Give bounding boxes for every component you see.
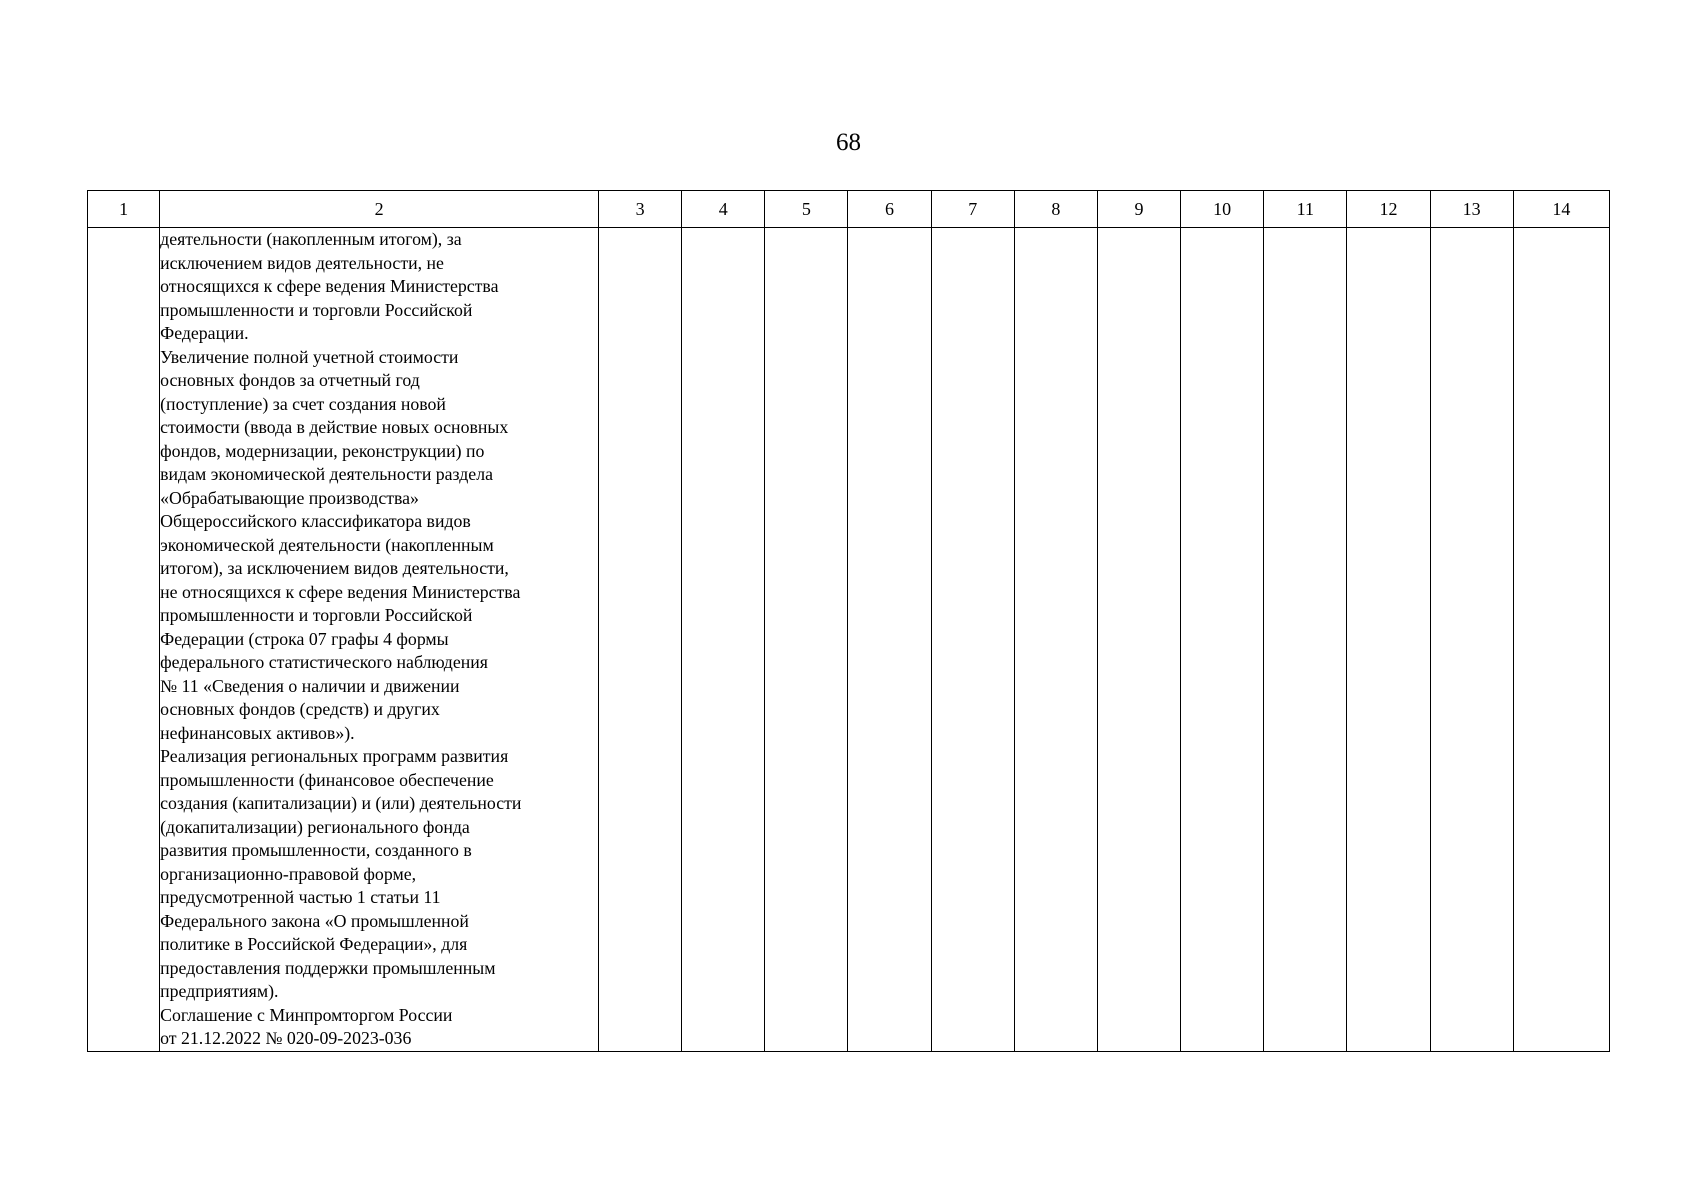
description-line: Федерации (строка 07 графы 4 формы bbox=[160, 628, 449, 649]
cell-col-13 bbox=[1430, 228, 1513, 1052]
description-line: «Обрабатывающие производства» bbox=[160, 487, 419, 508]
description-line: промышленности и торговли Российской bbox=[160, 299, 473, 320]
description-line: Федерации. bbox=[160, 323, 249, 343]
description-line: предприятиям). bbox=[160, 981, 279, 1001]
column-header-7: 7 bbox=[931, 191, 1014, 228]
description-line: промышленности (финансовое обеспечение bbox=[160, 769, 494, 790]
description-line: предусмотренной частью 1 статьи 11 bbox=[160, 887, 441, 907]
cell-col-10 bbox=[1181, 228, 1264, 1052]
column-header-11: 11 bbox=[1264, 191, 1347, 228]
description-line: № 11 «Сведения о наличии и движении bbox=[160, 675, 460, 696]
column-header-12: 12 bbox=[1347, 191, 1430, 228]
table-row bbox=[88, 228, 1610, 1052]
column-header-4: 4 bbox=[682, 191, 765, 228]
description-cell bbox=[160, 228, 599, 1052]
description-line: Общероссийского классификатора видов bbox=[160, 511, 471, 531]
cell-col-3 bbox=[599, 228, 682, 1052]
column-header-8: 8 bbox=[1014, 191, 1097, 228]
cell-col-1 bbox=[88, 228, 160, 1052]
cell-col-14 bbox=[1513, 228, 1609, 1052]
description-line: Соглашение с Минпромторгом России bbox=[160, 1004, 453, 1025]
description-line: Реализация региональных программ развития bbox=[160, 746, 509, 766]
cell-col-12 bbox=[1347, 228, 1430, 1052]
data-table bbox=[87, 190, 1610, 1052]
description-line: основных фондов (средств) и других bbox=[160, 699, 440, 719]
column-header-5: 5 bbox=[765, 191, 848, 228]
description-line: относящихся к сфере ведения Министерства bbox=[160, 276, 499, 296]
table-header-row bbox=[88, 191, 1610, 228]
cell-col-7 bbox=[931, 228, 1014, 1052]
description-line: деятельности (накопленным итогом), за bbox=[160, 229, 462, 249]
description-line: исключением видов деятельности, не bbox=[160, 252, 444, 273]
description-line: от 21.12.2022 № 020-09-2023-036 bbox=[160, 1028, 412, 1048]
description-line: видам экономической деятельности раздела bbox=[160, 464, 493, 484]
description-line: Федерального закона «О промышленной bbox=[160, 910, 469, 931]
column-header-2: 2 bbox=[160, 191, 599, 228]
description-line: итогом), за исключением видов деятельности, bbox=[160, 558, 509, 578]
description-line: не относящихся к сфере ведения Министерства bbox=[160, 581, 521, 602]
description-line: нефинансовых активов»). bbox=[160, 722, 355, 743]
description-line: стоимости (ввода в действие новых основных bbox=[160, 417, 509, 437]
column-header-6: 6 bbox=[848, 191, 931, 228]
page-number: 68 bbox=[836, 129, 861, 156]
description-line: создания (капитализации) и (или) деятельности bbox=[160, 793, 522, 813]
description-line: основных фондов за отчетный год bbox=[160, 370, 420, 390]
column-header-3: 3 bbox=[599, 191, 682, 228]
description-line: федерального статистического наблюдения bbox=[160, 652, 488, 672]
description-line: организационно-правовой форме, bbox=[160, 863, 417, 884]
description-line: экономической деятельности (накопленным bbox=[160, 534, 494, 555]
column-header-14: 14 bbox=[1513, 191, 1609, 228]
cell-col-6 bbox=[848, 228, 931, 1052]
description-line: фондов, модернизации, реконструкции) по bbox=[160, 440, 485, 461]
column-header-13: 13 bbox=[1430, 191, 1513, 228]
column-header-10: 10 bbox=[1181, 191, 1264, 228]
cell-col-4 bbox=[682, 228, 765, 1052]
description-line: (поступление) за счет создания новой bbox=[160, 393, 446, 414]
column-header-9: 9 bbox=[1097, 191, 1180, 228]
column-header-1: 1 bbox=[88, 191, 160, 228]
description-line: Увеличение полной учетной стоимости bbox=[160, 346, 459, 367]
description-line: предоставления поддержки промышленным bbox=[160, 957, 496, 978]
cell-col-8 bbox=[1014, 228, 1097, 1052]
cell-col-5 bbox=[765, 228, 848, 1052]
description-line: (докапитализации) регионального фонда bbox=[160, 816, 470, 837]
cell-col-11 bbox=[1264, 228, 1347, 1052]
description-line: политике в Российской Федерации», для bbox=[160, 934, 468, 954]
cell-col-9 bbox=[1097, 228, 1180, 1052]
description-line: развития промышленности, созданного в bbox=[160, 840, 472, 860]
description-line: промышленности и торговли Российской bbox=[160, 605, 473, 625]
